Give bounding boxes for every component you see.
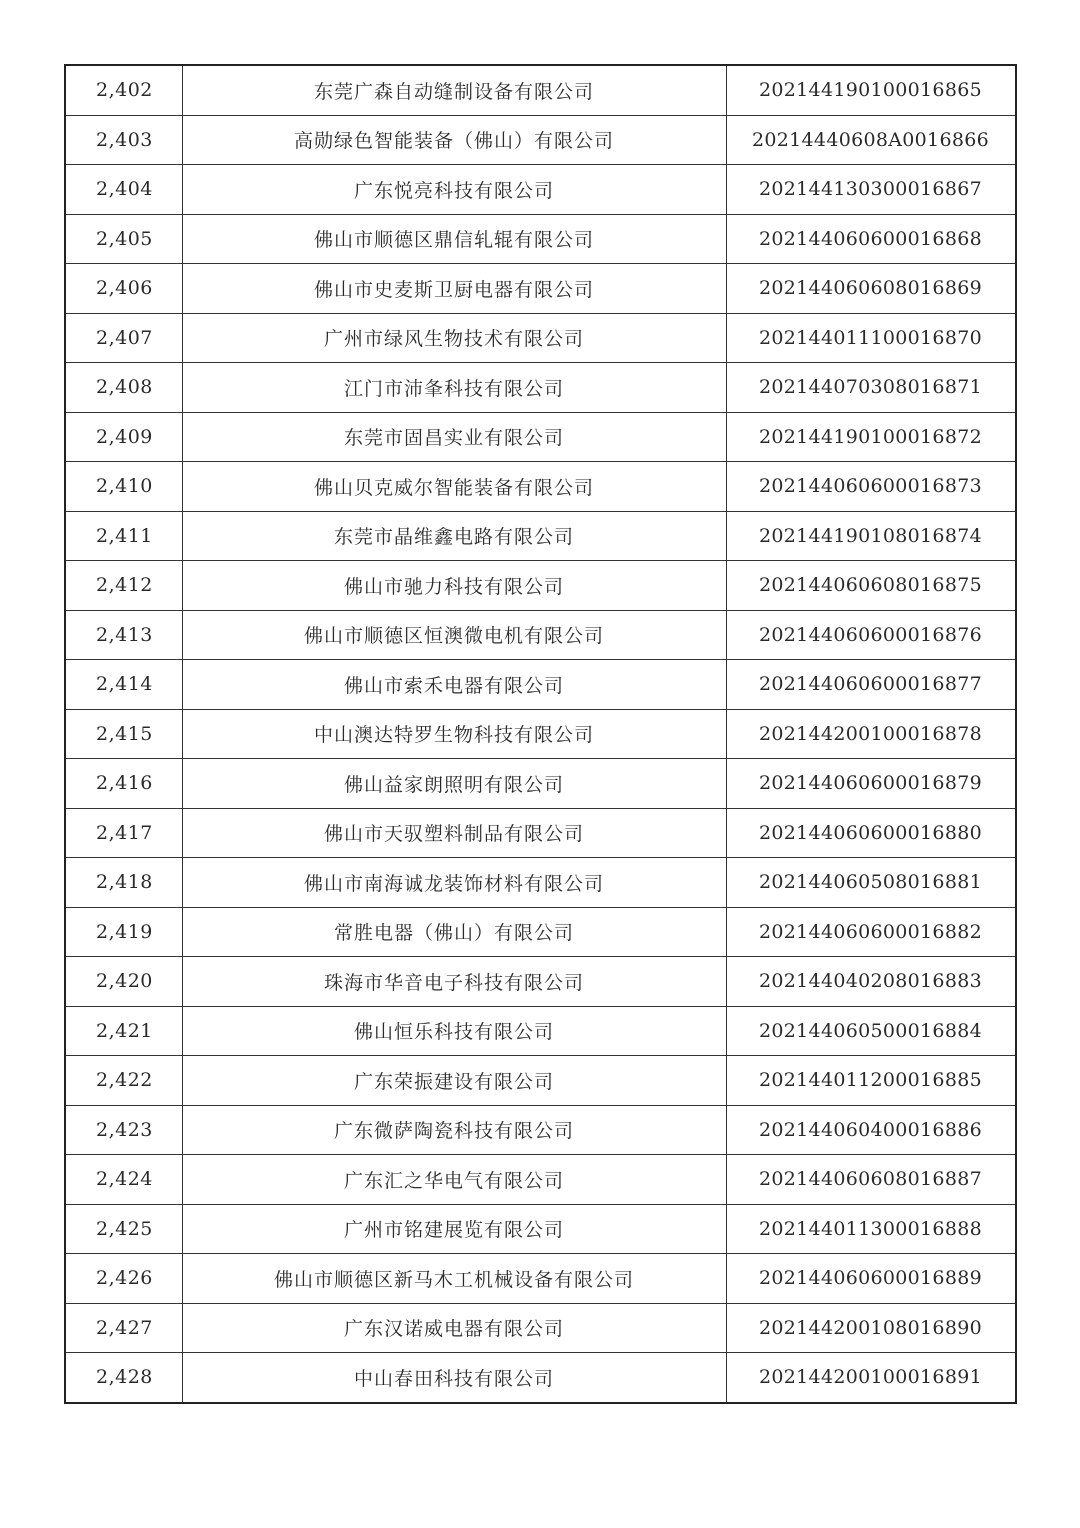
row-number-cell: 2,421 [65, 1006, 182, 1056]
company-name-cell: 高勋绿色智能装备（佛山）有限公司 [182, 115, 726, 165]
registration-code-cell: 202144190100016872 [726, 412, 1016, 462]
table-row [65, 412, 1016, 462]
row-number-cell: 2,418 [65, 858, 182, 908]
row-number-cell: 2,413 [65, 610, 182, 660]
company-name-cell: 广东荣振建设有限公司 [182, 1056, 726, 1106]
company-name-cell: 佛山市天驭塑料制品有限公司 [182, 808, 726, 858]
company-name-cell: 佛山市南海诚龙装饰材料有限公司 [182, 858, 726, 908]
row-number-cell: 2,403 [65, 115, 182, 165]
registration-code-cell: 202144060600016877 [726, 660, 1016, 710]
registration-code-cell: 202144190100016865 [726, 65, 1016, 115]
company-name-cell: 中山澳达特罗生物科技有限公司 [182, 709, 726, 759]
table-row [65, 462, 1016, 512]
registration-code-cell: 202144060500016884 [726, 1006, 1016, 1056]
registration-code-cell: 202144011300016888 [726, 1204, 1016, 1254]
registration-code-cell: 202144200108016890 [726, 1303, 1016, 1353]
table-row [65, 1254, 1016, 1304]
row-number-cell: 2,420 [65, 957, 182, 1007]
row-number-cell: 2,423 [65, 1105, 182, 1155]
row-number-cell: 2,404 [65, 165, 182, 215]
table-row [65, 660, 1016, 710]
table-row [65, 1353, 1016, 1403]
table-row [65, 65, 1016, 115]
table-row [65, 1204, 1016, 1254]
company-name-cell: 东莞广森自动缝制设备有限公司 [182, 65, 726, 115]
row-number-cell: 2,412 [65, 561, 182, 611]
registration-code-cell: 202144060600016879 [726, 759, 1016, 809]
company-name-cell: 佛山市索禾电器有限公司 [182, 660, 726, 710]
company-name-cell: 广东微萨陶瓷科技有限公司 [182, 1105, 726, 1155]
company-name-cell: 广东悦亮科技有限公司 [182, 165, 726, 215]
registration-code-cell: 202144060608016875 [726, 561, 1016, 611]
company-name-cell: 广东汇之华电气有限公司 [182, 1155, 726, 1205]
registration-code-cell: 202144060600016889 [726, 1254, 1016, 1304]
row-number-cell: 2,409 [65, 412, 182, 462]
registration-code-cell: 202144060508016881 [726, 858, 1016, 908]
table-row [65, 858, 1016, 908]
company-name-cell: 东莞市固昌实业有限公司 [182, 412, 726, 462]
registration-code-cell: 202144060608016869 [726, 264, 1016, 314]
table-row [65, 709, 1016, 759]
company-name-cell: 中山春田科技有限公司 [182, 1353, 726, 1403]
registration-code-cell: 202144130300016867 [726, 165, 1016, 215]
row-number-cell: 2,422 [65, 1056, 182, 1106]
row-number-cell: 2,426 [65, 1254, 182, 1304]
row-number-cell: 2,417 [65, 808, 182, 858]
table-row [65, 759, 1016, 809]
company-name-cell: 佛山市顺德区鼎信轧辊有限公司 [182, 214, 726, 264]
registration-code-cell: 202144060400016886 [726, 1105, 1016, 1155]
row-number-cell: 2,405 [65, 214, 182, 264]
company-name-cell: 珠海市华音电子科技有限公司 [182, 957, 726, 1007]
company-name-cell: 佛山贝克威尔智能装备有限公司 [182, 462, 726, 512]
registration-code-cell: 202144060600016876 [726, 610, 1016, 660]
registration-code-cell: 20214440608A0016866 [726, 115, 1016, 165]
company-name-cell: 佛山市顺德区恒澳微电机有限公司 [182, 610, 726, 660]
table-row [65, 511, 1016, 561]
row-number-cell: 2,416 [65, 759, 182, 809]
table-row [65, 808, 1016, 858]
registration-code-cell: 202144060608016887 [726, 1155, 1016, 1205]
table-row [65, 1155, 1016, 1205]
row-number-cell: 2,428 [65, 1353, 182, 1403]
table-row [65, 1105, 1016, 1155]
company-name-cell: 佛山益家朗照明有限公司 [182, 759, 726, 809]
company-name-cell: 江门市沛夆科技有限公司 [182, 363, 726, 413]
row-number-cell: 2,424 [65, 1155, 182, 1205]
company-name-cell: 常胜电器（佛山）有限公司 [182, 907, 726, 957]
table-row [65, 264, 1016, 314]
registration-code-cell: 202144040208016883 [726, 957, 1016, 1007]
row-number-cell: 2,411 [65, 511, 182, 561]
row-number-cell: 2,406 [65, 264, 182, 314]
table-row [65, 214, 1016, 264]
registration-code-cell: 202144060600016880 [726, 808, 1016, 858]
registration-code-cell: 202144011100016870 [726, 313, 1016, 363]
row-number-cell: 2,419 [65, 907, 182, 957]
registration-code-cell: 202144060600016868 [726, 214, 1016, 264]
table-row [65, 561, 1016, 611]
table-row [65, 363, 1016, 413]
row-number-cell: 2,414 [65, 660, 182, 710]
registration-code-cell: 202144200100016878 [726, 709, 1016, 759]
table-row [65, 907, 1016, 957]
registration-code-cell: 202144070308016871 [726, 363, 1016, 413]
table-row [65, 1006, 1016, 1056]
table-row [65, 1056, 1016, 1106]
company-name-cell: 佛山市顺德区新马木工机械设备有限公司 [182, 1254, 726, 1304]
registration-code-cell: 202144060600016882 [726, 907, 1016, 957]
table-body [65, 65, 1016, 1403]
company-name-cell: 佛山市史麦斯卫厨电器有限公司 [182, 264, 726, 314]
company-name-cell: 广州市绿风生物技术有限公司 [182, 313, 726, 363]
company-name-cell: 佛山恒乐科技有限公司 [182, 1006, 726, 1056]
company-name-cell: 东莞市晶维鑫电路有限公司 [182, 511, 726, 561]
row-number-cell: 2,427 [65, 1303, 182, 1353]
company-name-cell: 广州市铭建展览有限公司 [182, 1204, 726, 1254]
row-number-cell: 2,408 [65, 363, 182, 413]
row-number-cell: 2,425 [65, 1204, 182, 1254]
row-number-cell: 2,415 [65, 709, 182, 759]
company-name-cell: 广东汉诺威电器有限公司 [182, 1303, 726, 1353]
registration-code-cell: 202144200100016891 [726, 1353, 1016, 1403]
row-number-cell: 2,410 [65, 462, 182, 512]
table-row [65, 115, 1016, 165]
table-row [65, 313, 1016, 363]
table-row [65, 1303, 1016, 1353]
company-name-cell: 佛山市驰力科技有限公司 [182, 561, 726, 611]
registration-code-cell: 202144190108016874 [726, 511, 1016, 561]
table-row [65, 610, 1016, 660]
company-list-table [64, 64, 1017, 1404]
row-number-cell: 2,402 [65, 65, 182, 115]
registration-code-cell: 202144060600016873 [726, 462, 1016, 512]
row-number-cell: 2,407 [65, 313, 182, 363]
table-row [65, 957, 1016, 1007]
table-row [65, 165, 1016, 215]
registration-code-cell: 202144011200016885 [726, 1056, 1016, 1106]
